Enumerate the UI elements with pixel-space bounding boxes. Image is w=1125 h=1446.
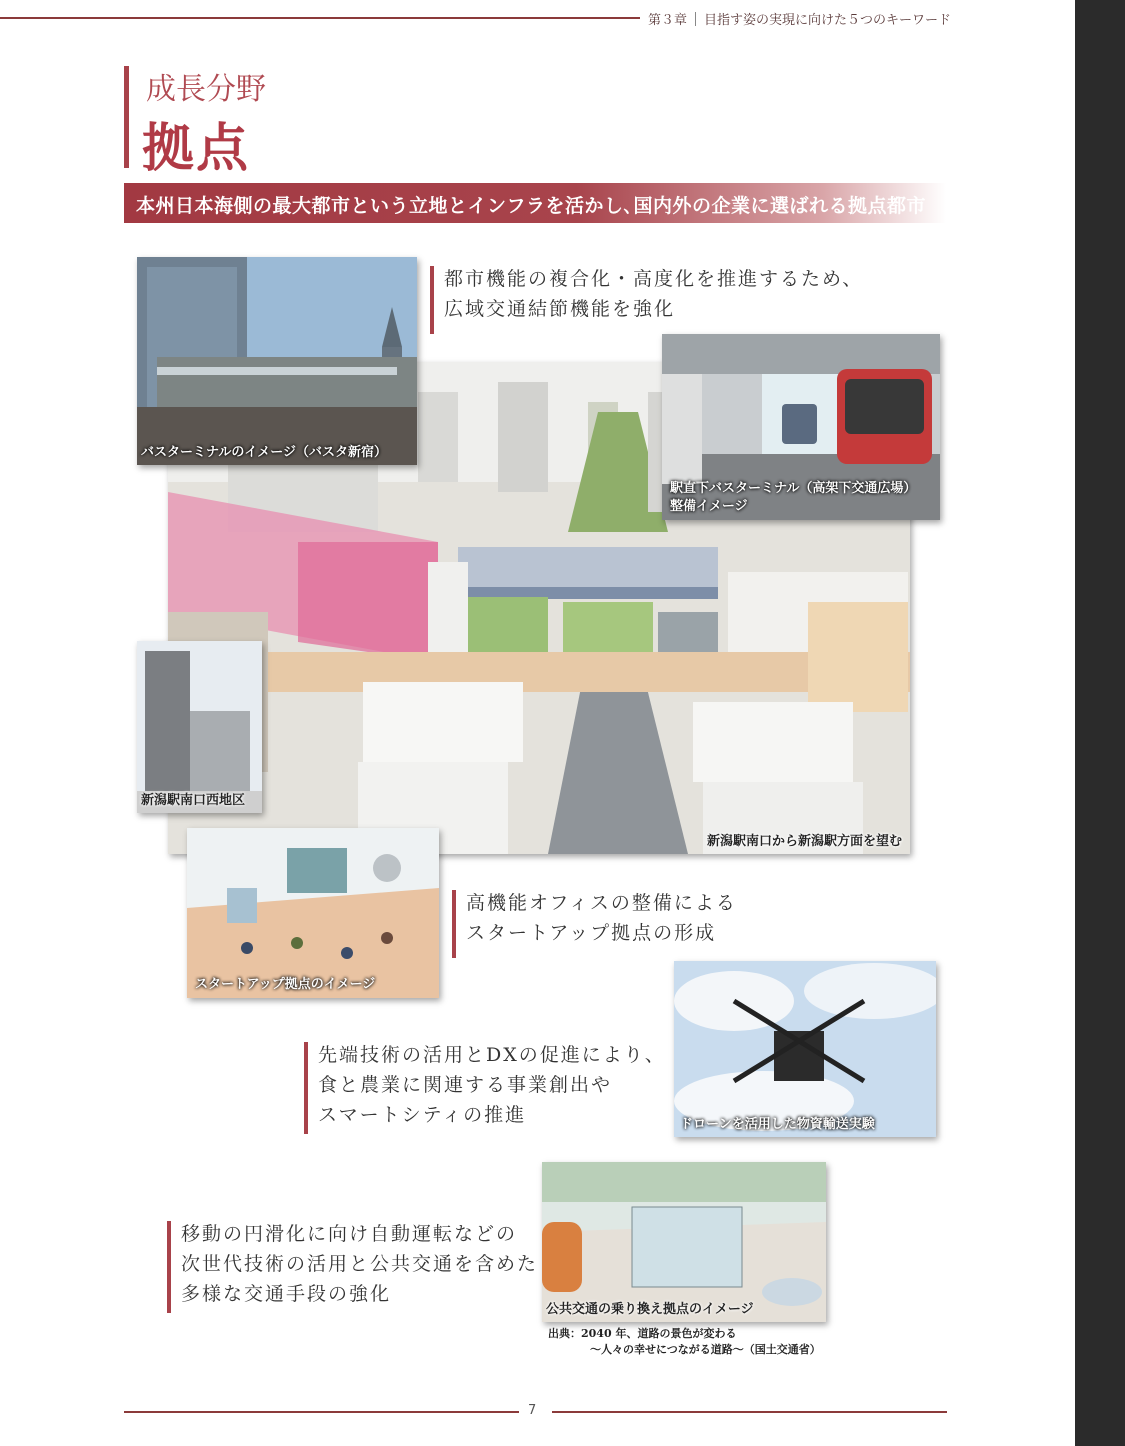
point-line: 先端技術の活用とDXの促進により、	[318, 1044, 666, 1066]
footer-rule-right	[552, 1411, 947, 1413]
page-number: 7	[528, 1403, 537, 1418]
chapter-title: 目指す姿の実現に向けた５つのキーワード	[704, 13, 952, 28]
point-line: 多様な交通手段の強化	[181, 1283, 392, 1305]
tower-illustration	[137, 641, 262, 813]
point-line: 移動の円滑化に向け自動運転などの	[181, 1223, 518, 1245]
busta-caption: バスターミナルのイメージ（バスタ新宿）	[141, 445, 387, 460]
title-accent-bar	[124, 66, 129, 168]
chapter-number: 第３章	[648, 13, 688, 28]
drone-illustration	[674, 961, 936, 1137]
point-accent-bar	[430, 266, 434, 334]
drone-caption: ドローンを活用した物資輸送実験	[680, 1117, 875, 1132]
transfer-hub-image	[542, 1162, 826, 1322]
point-mobility	[181, 1219, 541, 1309]
point-line: 高機能オフィスの整備による	[466, 892, 737, 914]
section-subtitle: 成長分野	[146, 72, 266, 107]
busta-photo	[137, 257, 417, 465]
point-accent-bar	[452, 890, 456, 958]
point-line: 次世代技術の活用と公共交通を含めた	[181, 1253, 539, 1275]
south-west-district-image	[137, 641, 262, 813]
aerial-caption: 新潟駅南口から新潟駅方面を望む	[706, 834, 902, 849]
point-line: 都市機能の複合化・高度化を推進するため、	[444, 268, 864, 290]
point-accent-bar	[304, 1042, 308, 1134]
point-urban-function	[444, 264, 884, 324]
busta-illustration	[137, 257, 417, 465]
point-line: 食と農業に関連する事業創出や	[318, 1074, 613, 1096]
bus-terminal-caption	[670, 480, 916, 516]
point-dx	[318, 1040, 668, 1130]
header-rule	[0, 17, 640, 19]
bus-terminal-caption-line: 駅直下バスターミナル（高架下交通広場）	[670, 481, 917, 496]
point-line: スタートアップ拠点の形成	[466, 922, 717, 944]
startup-image	[187, 828, 439, 998]
source-line: 出典：2040 年、道路の景色が変わる	[548, 1327, 737, 1340]
south-west-caption: 新潟駅南口西地区	[141, 793, 246, 808]
startup-caption: スタートアップ拠点のイメージ	[195, 977, 376, 992]
station-bus-terminal-image	[662, 334, 940, 520]
section-banner	[124, 183, 946, 223]
source-line: ～人々の幸せにつながる道路～（国土交通省）	[590, 1343, 821, 1356]
transfer-caption: 公共交通の乗り換え拠点のイメージ	[546, 1302, 754, 1317]
footer-rule-left	[124, 1411, 519, 1413]
drone-photo	[674, 961, 936, 1137]
section-title: 拠点	[142, 118, 251, 179]
banner-text: 本州日本海側の最大都市という立地とインフラを活かし､国内外の企業に選ばれる拠点都市	[136, 195, 927, 217]
viewer-side-panel	[1075, 0, 1125, 1446]
chapter-header	[648, 9, 951, 28]
point-line: 広域交通結節機能を強化	[444, 298, 676, 320]
point-line: スマートシティの推進	[318, 1104, 527, 1126]
point-startup	[466, 888, 766, 948]
header-separator	[695, 12, 696, 26]
point-accent-bar	[167, 1221, 171, 1313]
bus-terminal-caption-line: 整備イメージ	[670, 499, 748, 514]
source-note	[548, 1326, 821, 1358]
